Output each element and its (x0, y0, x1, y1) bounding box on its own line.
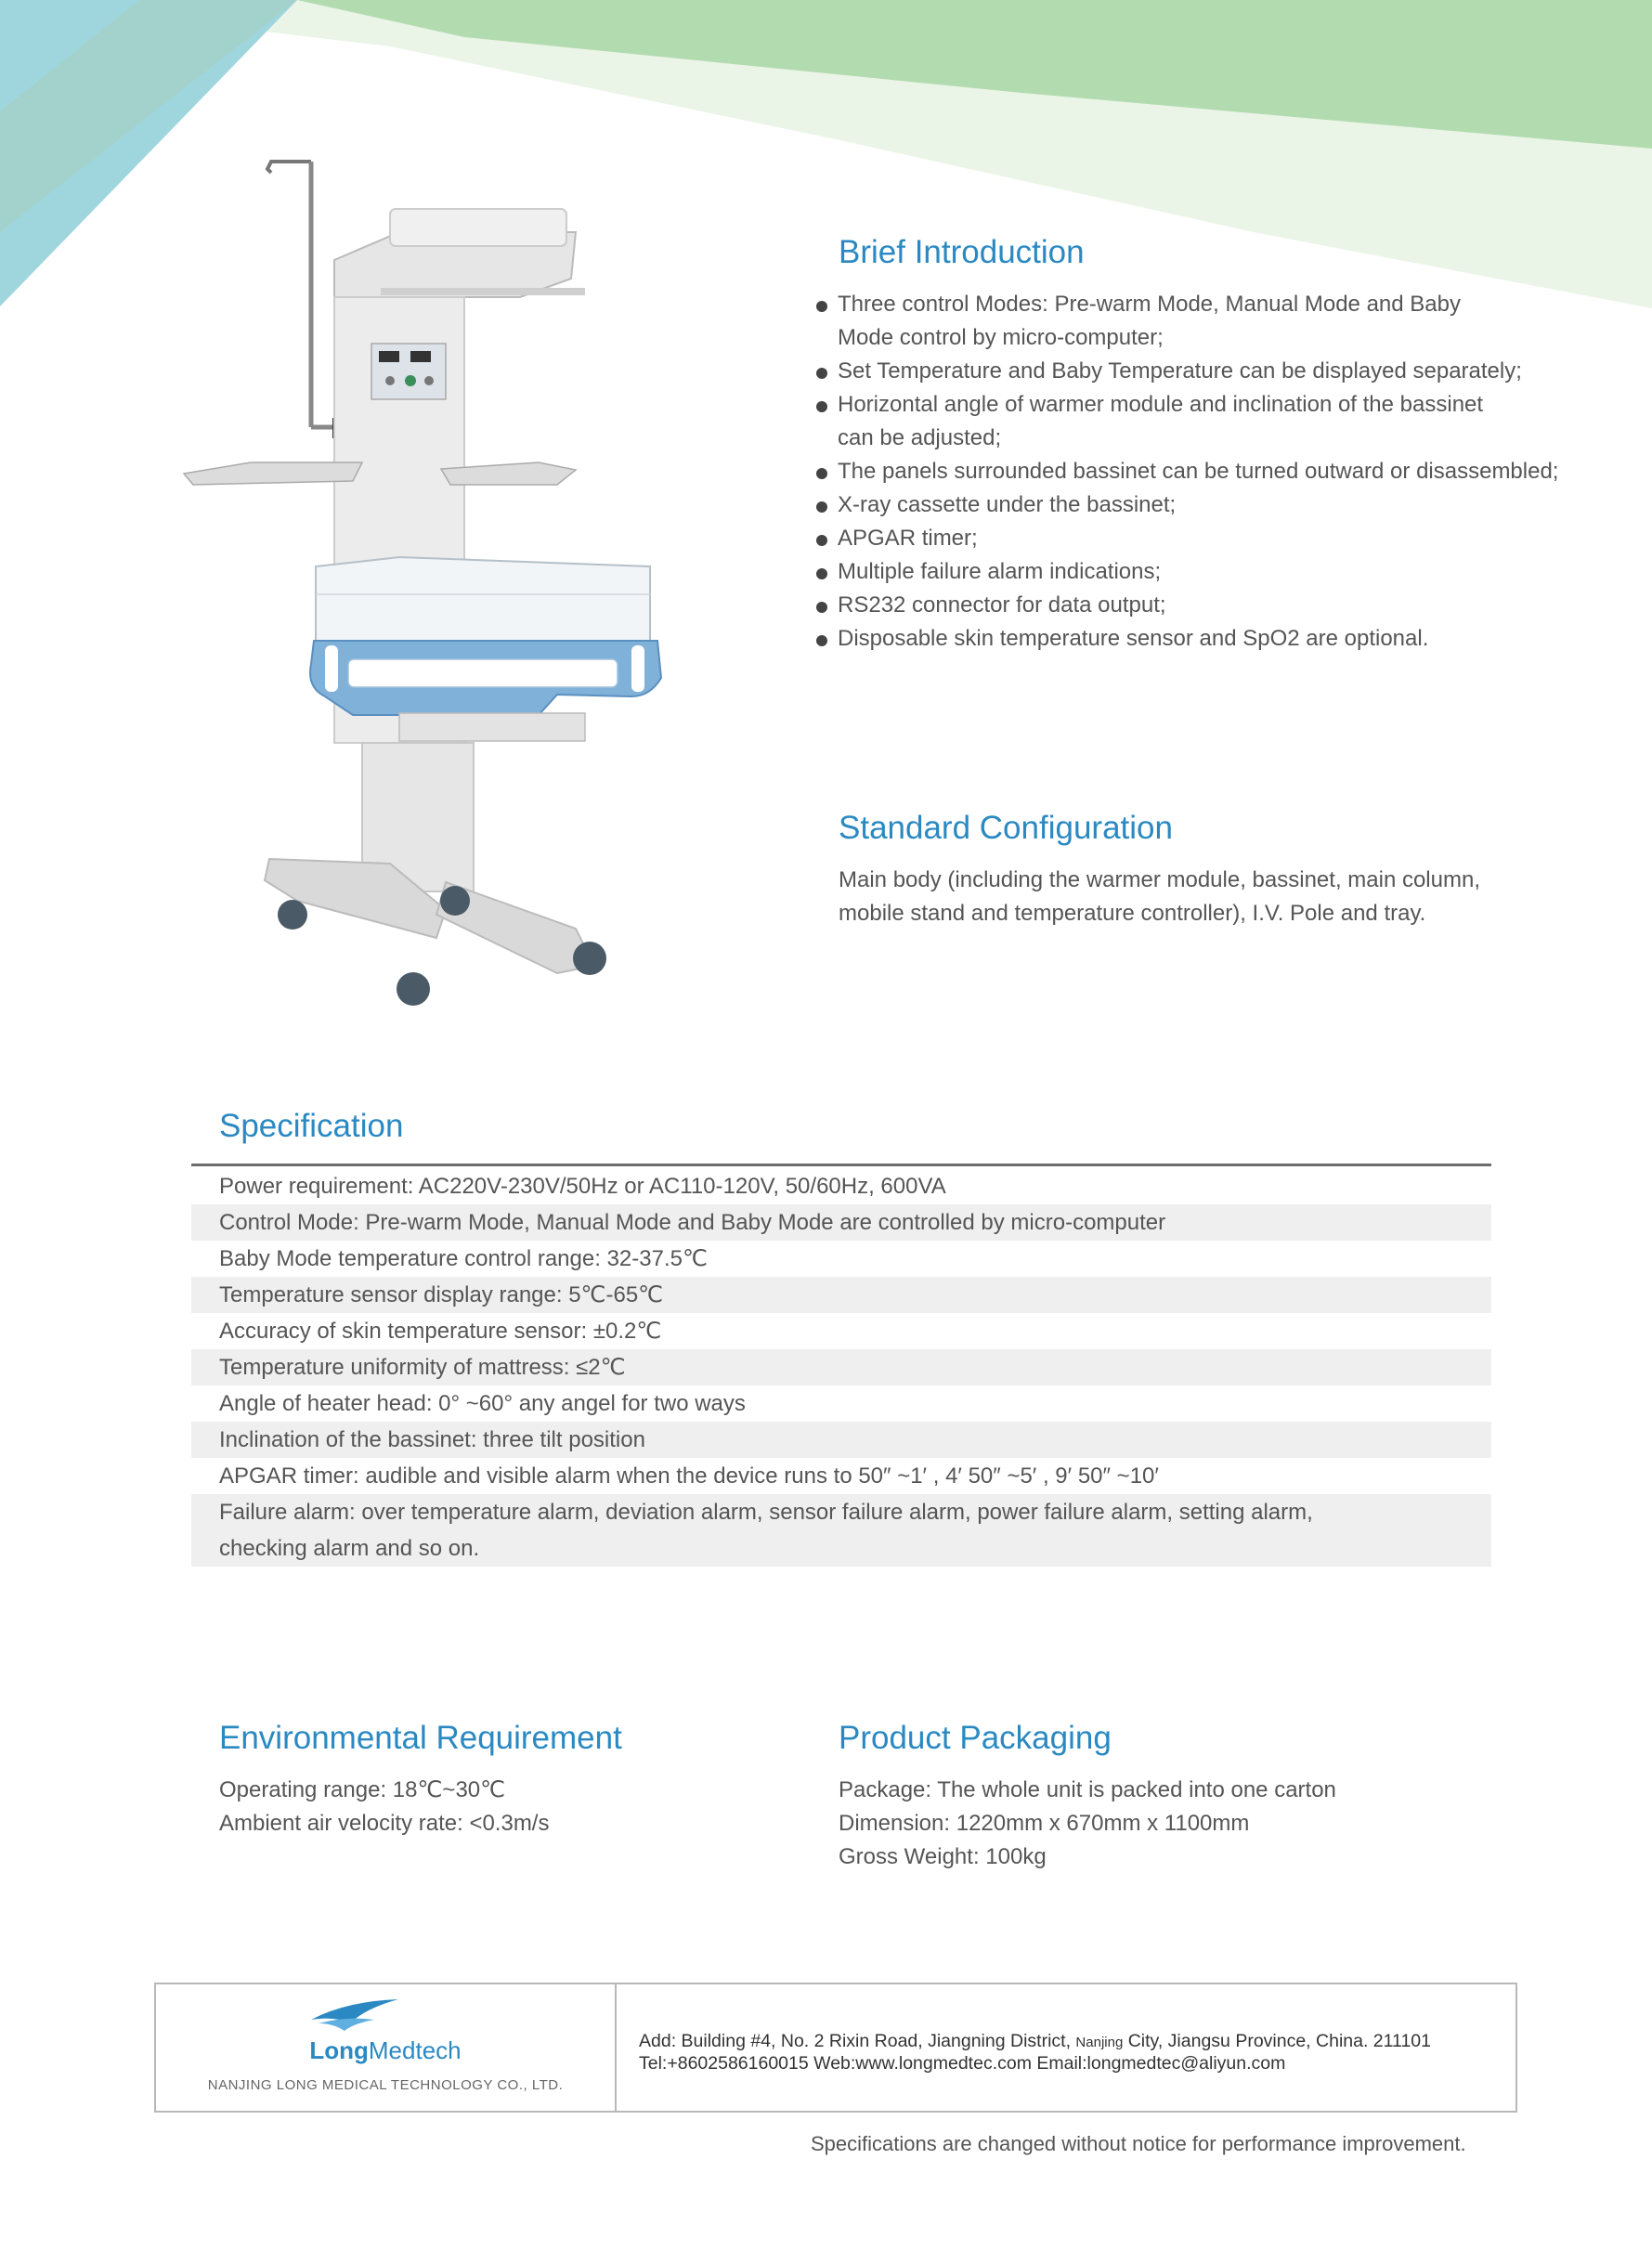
standard-configuration-line: mobile stand and temperature controller), I.V. Pole and tray. (839, 901, 1426, 926)
bullet-dot-icon (816, 568, 827, 579)
specification-text: APGAR timer: audible and visible alarm when the device runs to 50″ ~1′ , 4′ 50″ ~5′ , 9′ 50″ ~10′ (219, 1463, 1159, 1489)
radiant-warmer-image (167, 158, 687, 1040)
specification-row (191, 1422, 1491, 1458)
bullet-dot-icon (816, 368, 827, 379)
brand-name (156, 2036, 615, 2065)
packaging-line: Package: The whole unit is packed into one carton (839, 1777, 1336, 1802)
brief-introduction-list (813, 288, 1649, 656)
product-packaging-text (839, 1774, 1336, 1874)
footer-contact-box (154, 1983, 1517, 2113)
bullet-dot-icon (816, 602, 827, 613)
brief-bullet-item (813, 288, 1649, 355)
longmedtech-logo-icon (309, 1996, 402, 2033)
specification-text: Baby Mode temperature control range: 32-37.5℃ (219, 1246, 708, 1271)
specification-text: Failure alarm: over temperature alarm, deviation alarm, sensor failure alarm, power failure alarm, setting alarm, (219, 1500, 1313, 1525)
bullet-dot-icon (816, 535, 827, 546)
specification-row (191, 1204, 1491, 1241)
disclaimer-note: Specifications are changed without notice for performance improvement. (811, 2132, 1466, 2155)
bullet-dot-icon (816, 468, 827, 479)
specification-text: Inclination of the bassinet: three tilt position (219, 1427, 645, 1452)
standard-configuration-heading: Standard Configuration (839, 810, 1173, 846)
brief-bullet-text: The panels surrounded bassinet can be turned outward or disassembled; (838, 459, 1559, 484)
specification-text: Power requirement: AC220V-230V/50Hz or AC110-120V, 50/60Hz, 600VA (219, 1174, 946, 1199)
standard-configuration-text (839, 864, 1480, 930)
specification-text: Control Mode: Pre-warm Mode, Manual Mode and Baby Mode are controlled by micro-computer (219, 1210, 1166, 1235)
specification-row (191, 1313, 1491, 1349)
brief-bullet-text: RS232 connector for data output; (838, 592, 1166, 618)
brief-bullet-item (813, 455, 1649, 488)
brief-introduction-heading: Brief Introduction (839, 234, 1085, 270)
brief-bullet-text: Multiple failure alarm indications; (838, 559, 1162, 584)
brief-bullet-text: Three control Modes: Pre-warm Mode, Manual Mode and Baby (838, 292, 1461, 317)
specification-row (191, 1349, 1491, 1385)
specification-row (191, 1168, 1491, 1204)
footer-divider (615, 1984, 617, 2111)
brand-name-rest: Medtech (368, 2036, 462, 2064)
environmental-requirement-text (219, 1774, 549, 1840)
specification-table (191, 1168, 1491, 1567)
company-name: NANJING LONG MEDICAL TECHNOLOGY CO., LTD. (207, 2077, 564, 2093)
brief-bullet-text: can be adjusted; (838, 425, 1002, 450)
bullet-dot-icon (816, 501, 827, 513)
contact-line: Tel:+8602586160015 Web:www.longmedtec.com Email:longmedtec@aliyun.com (639, 2053, 1286, 2074)
specification-text: Angle of heater head: 0° ~60° any angel for two ways (219, 1391, 746, 1416)
brief-bullet-text: X-ray cassette under the bassinet; (838, 492, 1177, 517)
specification-text: checking alarm and so on. (219, 1536, 480, 1561)
bullet-dot-icon (816, 401, 827, 412)
brief-bullet-text: APGAR timer; (838, 526, 978, 551)
bullet-dot-icon (816, 635, 827, 646)
specification-text: Accuracy of skin temperature sensor: ±0.2℃ (219, 1319, 662, 1344)
bullet-dot-icon (816, 301, 827, 312)
brief-bullet-item (813, 488, 1649, 522)
brief-bullet-item (813, 622, 1649, 656)
environmental-requirement-heading: Environmental Requirement (219, 1720, 622, 1756)
product-packaging-heading: Product Packaging (839, 1720, 1112, 1756)
brief-bullet-text: Set Temperature and Baby Temperature can be displayed separately; (838, 358, 1522, 384)
standard-configuration-line: Main body (including the warmer module, bassinet, main column, (839, 867, 1480, 892)
specification-row (191, 1458, 1491, 1494)
address-part: Add: Building #4, No. 2 Rixin Road, Jiangning District, (639, 2031, 1076, 2051)
brief-bullet-item (813, 355, 1649, 388)
contact-info (639, 2031, 1512, 2074)
brief-bullet-item (813, 555, 1649, 589)
brief-bullet-text: Mode control by micro-computer; (838, 325, 1164, 350)
specification-row (191, 1277, 1491, 1313)
specification-text: Temperature uniformity of mattress: ≤2℃ (219, 1355, 626, 1380)
address-part: City, Jiangsu Province, China. 211101 (1123, 2031, 1431, 2051)
specification-row (191, 1241, 1491, 1277)
brief-bullet-text: Disposable skin temperature sensor and SpO2 are optional. (838, 626, 1429, 651)
brief-bullet-item (813, 388, 1649, 455)
brief-bullet-item (813, 522, 1649, 555)
brief-bullet-item (813, 589, 1649, 622)
brief-bullet-text: Horizontal angle of warmer module and inclination of the bassinet (838, 392, 1484, 417)
brand-name-bold: Long (309, 2036, 369, 2064)
packaging-line: Dimension: 1220mm x 670mm x 1100mm (839, 1811, 1250, 1836)
address-line (639, 2031, 1512, 2053)
specification-row (191, 1494, 1491, 1567)
environment-line: Operating range: 18℃~30℃ (219, 1777, 506, 1802)
specification-text: Temperature sensor display range: 5℃-65℃ (219, 1282, 664, 1307)
specification-heading: Specification (219, 1108, 404, 1144)
specification-divider (191, 1164, 1491, 1166)
specification-row (191, 1385, 1491, 1422)
packaging-line: Gross Weight: 100kg (839, 1844, 1047, 1869)
environment-line: Ambient air velocity rate: <0.3m/s (219, 1811, 550, 1836)
address-city: Nanjing (1075, 2035, 1124, 2050)
